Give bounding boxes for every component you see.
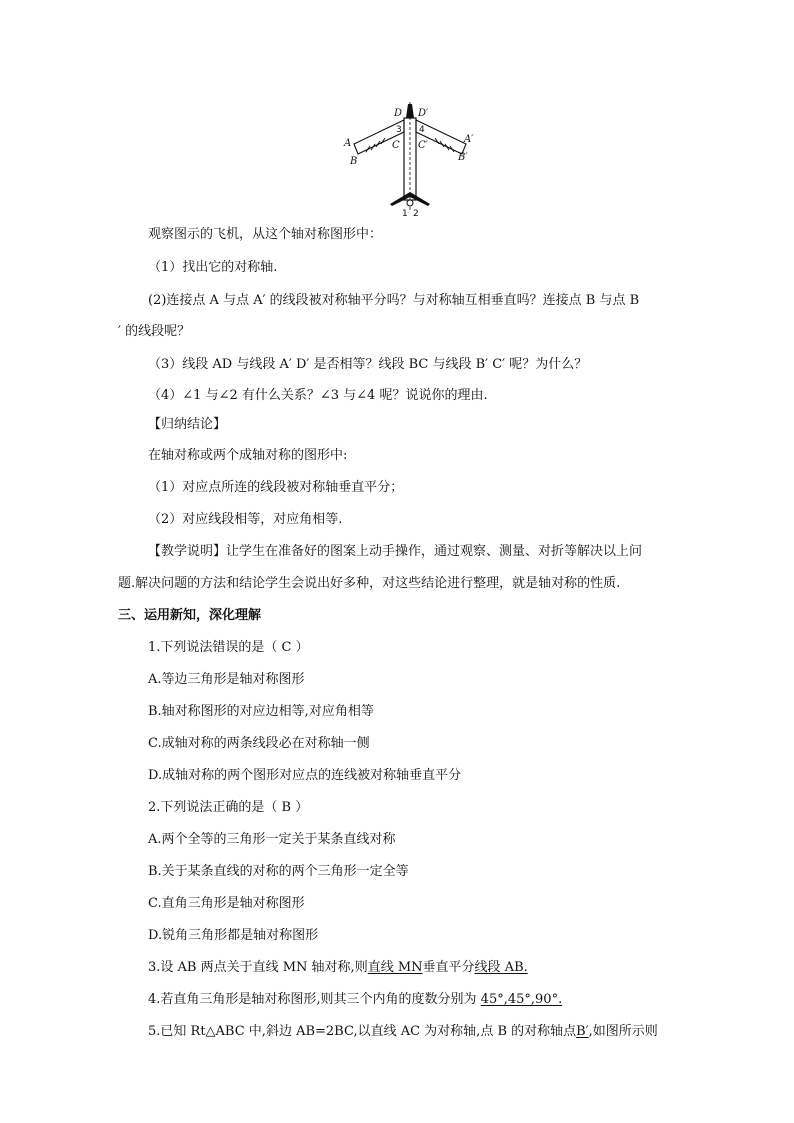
question-1: （1）找出它的对称轴. [148,260,278,275]
airplane-nose [406,104,414,118]
right-wing-hatch [435,138,454,152]
teaching-note-line-2: 题.解决问题的方法和结论学生会说出好多种，对这些结论进行整理，就是轴对称的性质. [118,576,621,591]
exercise-2-option-d: D.锐角三角形都是轴对称图形 [148,928,319,943]
exercise-2-option-a: A.两个全等的三角形一定关于某条直线对称 [148,832,396,847]
exercise-3-answer-2: 线段 AB. [474,960,528,975]
label-angle-3: 3 [396,125,402,135]
exercise-5-suffix: ,如图所示则 [588,1024,658,1039]
exercise-1-option-b: B.轴对称图形的对应边相等,对应角相等 [148,704,374,719]
exercise-5-prefix: 5.已知 Rt△ABC 中,斜边 AB=2BC,以直线 AC 为对称轴,点 B 的对称轴点 [148,1024,577,1039]
label-angle-1: 1 [402,209,408,218]
exercise-2-option-b: B.关于某条直线的对称的两个三角形一定全等 [148,864,409,879]
exercise-3-prefix: 3.设 AB 两点关于直线 MN 轴对称,则 [148,960,368,975]
summary-intro: 在轴对称或两个成轴对称的图形中: [148,448,348,463]
label-angle-2: 2 [413,209,419,218]
exercise-4-prefix: 4.若直角三角形是轴对称图形,则其三个内角的度数分别为 [148,992,481,1007]
exercise-3-answer-1: 直线 MN [367,960,423,975]
exercise-4 [148,991,562,1009]
label-angle-4: 4 [419,125,425,135]
question-2-line-1: (2)连接点 A 与点 A′ 的线段被对称轴平分吗？与对称轴互相垂直吗？连接点 B 与点 B [148,293,640,308]
label-B: B [350,156,358,167]
section-3-title: 三、运用新知，深化理解 [118,608,262,623]
label-D-prime: D′ [418,108,429,119]
exercise-3 [148,959,528,977]
exercise-5 [148,1023,658,1041]
exercise-1-option-d: D.成轴对称的两个图形对应点的连线被对称轴垂直平分 [148,768,462,783]
exercise-3-middle: 垂直平分 [422,960,475,975]
question-2-line-2: ′ 的线段呢？ [118,324,191,339]
label-B-prime: B′ [458,152,468,163]
question-4: （4）∠1 与∠2 有什么关系？∠3 与∠4 呢？说说你的理由. [148,388,488,403]
question-3: （3）线段 AD 与线段 A′ D′ 是否相等？线段 BC 与线段 B′ C′ 呢？为什么？ [148,357,588,372]
summary-title: 【归纳结论】 [148,417,227,432]
label-A-prime: A′ [464,134,474,145]
label-D: D [394,108,403,119]
summary-point-1: （1）对应点所连的线段被对称轴垂直平分； [148,480,404,495]
left-wing-hatch [366,138,385,152]
label-C: C [392,140,400,151]
exercise-2-option-c: C.直角三角形是轴对称图形 [148,896,305,911]
label-A: A [344,138,352,149]
exercise-5-answer: B′ [576,1024,589,1039]
summary-point-2: （2）对应线段相等，对应角相等. [148,512,343,527]
exercise-1-option-a: A.等边三角形是轴对称图形 [148,672,305,687]
exercise-2-stem: 2.下列说法正确的是（ B ） [148,800,309,815]
exercise-4-answer: 45°,45°,90°. [480,992,563,1007]
intro-text: 观察图示的飞机，从这个轴对称图形中： [148,227,383,242]
tail-circle [407,200,413,206]
airplane-figure [340,100,480,218]
label-C-prime: C′ [418,140,428,151]
teaching-note-line-1: 【教学说明】让学生在准备好的图案上动手操作，通过观察、测量、对折等解决以上问 [148,544,643,559]
airplane-diagram [340,100,480,218]
exercise-1-stem: 1.下列说法错误的是（ C ） [148,640,309,655]
exercise-1-option-c: C.成轴对称的两条线段必在对称轴一侧 [148,736,370,751]
